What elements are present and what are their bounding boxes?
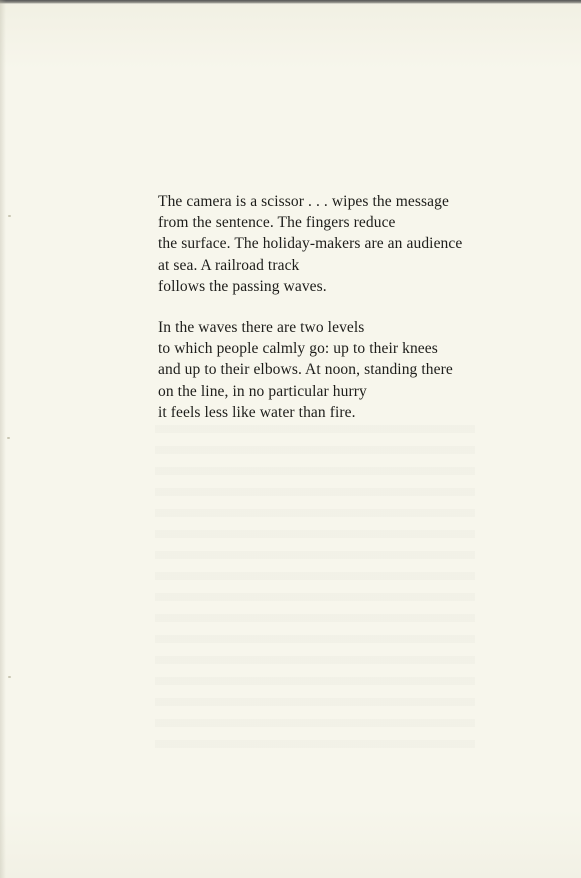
show-through-text bbox=[155, 425, 475, 755]
paper-speck bbox=[8, 676, 11, 678]
paper-speck bbox=[7, 437, 10, 439]
poem-line: it feels less like water than fire. bbox=[158, 403, 356, 421]
poem-line: the surface. The holiday-makers are an audience bbox=[158, 235, 463, 253]
poem-line: and up to their elbows. At noon, standing there bbox=[158, 361, 453, 379]
poem-stanza-2 bbox=[158, 317, 498, 423]
paper-speck bbox=[8, 215, 11, 217]
poem-line: In the waves there are two levels bbox=[158, 319, 365, 337]
poem-line: The camera is a scissor . . . wipes the message bbox=[158, 193, 449, 210]
page-gutter-shadow bbox=[0, 0, 6, 878]
page-top-edge bbox=[0, 0, 581, 4]
poem-line: at sea. A railroad track bbox=[158, 256, 300, 274]
poem-line: on the line, in no particular hurry bbox=[158, 382, 367, 400]
poem bbox=[158, 191, 498, 423]
poem-line: follows the passing waves. bbox=[158, 277, 327, 295]
poem-line: from the sentence. The fingers reduce bbox=[158, 214, 396, 232]
poem-stanza-1 bbox=[158, 191, 498, 297]
poem-line: to which people calmly go: up to their knees bbox=[158, 340, 438, 358]
